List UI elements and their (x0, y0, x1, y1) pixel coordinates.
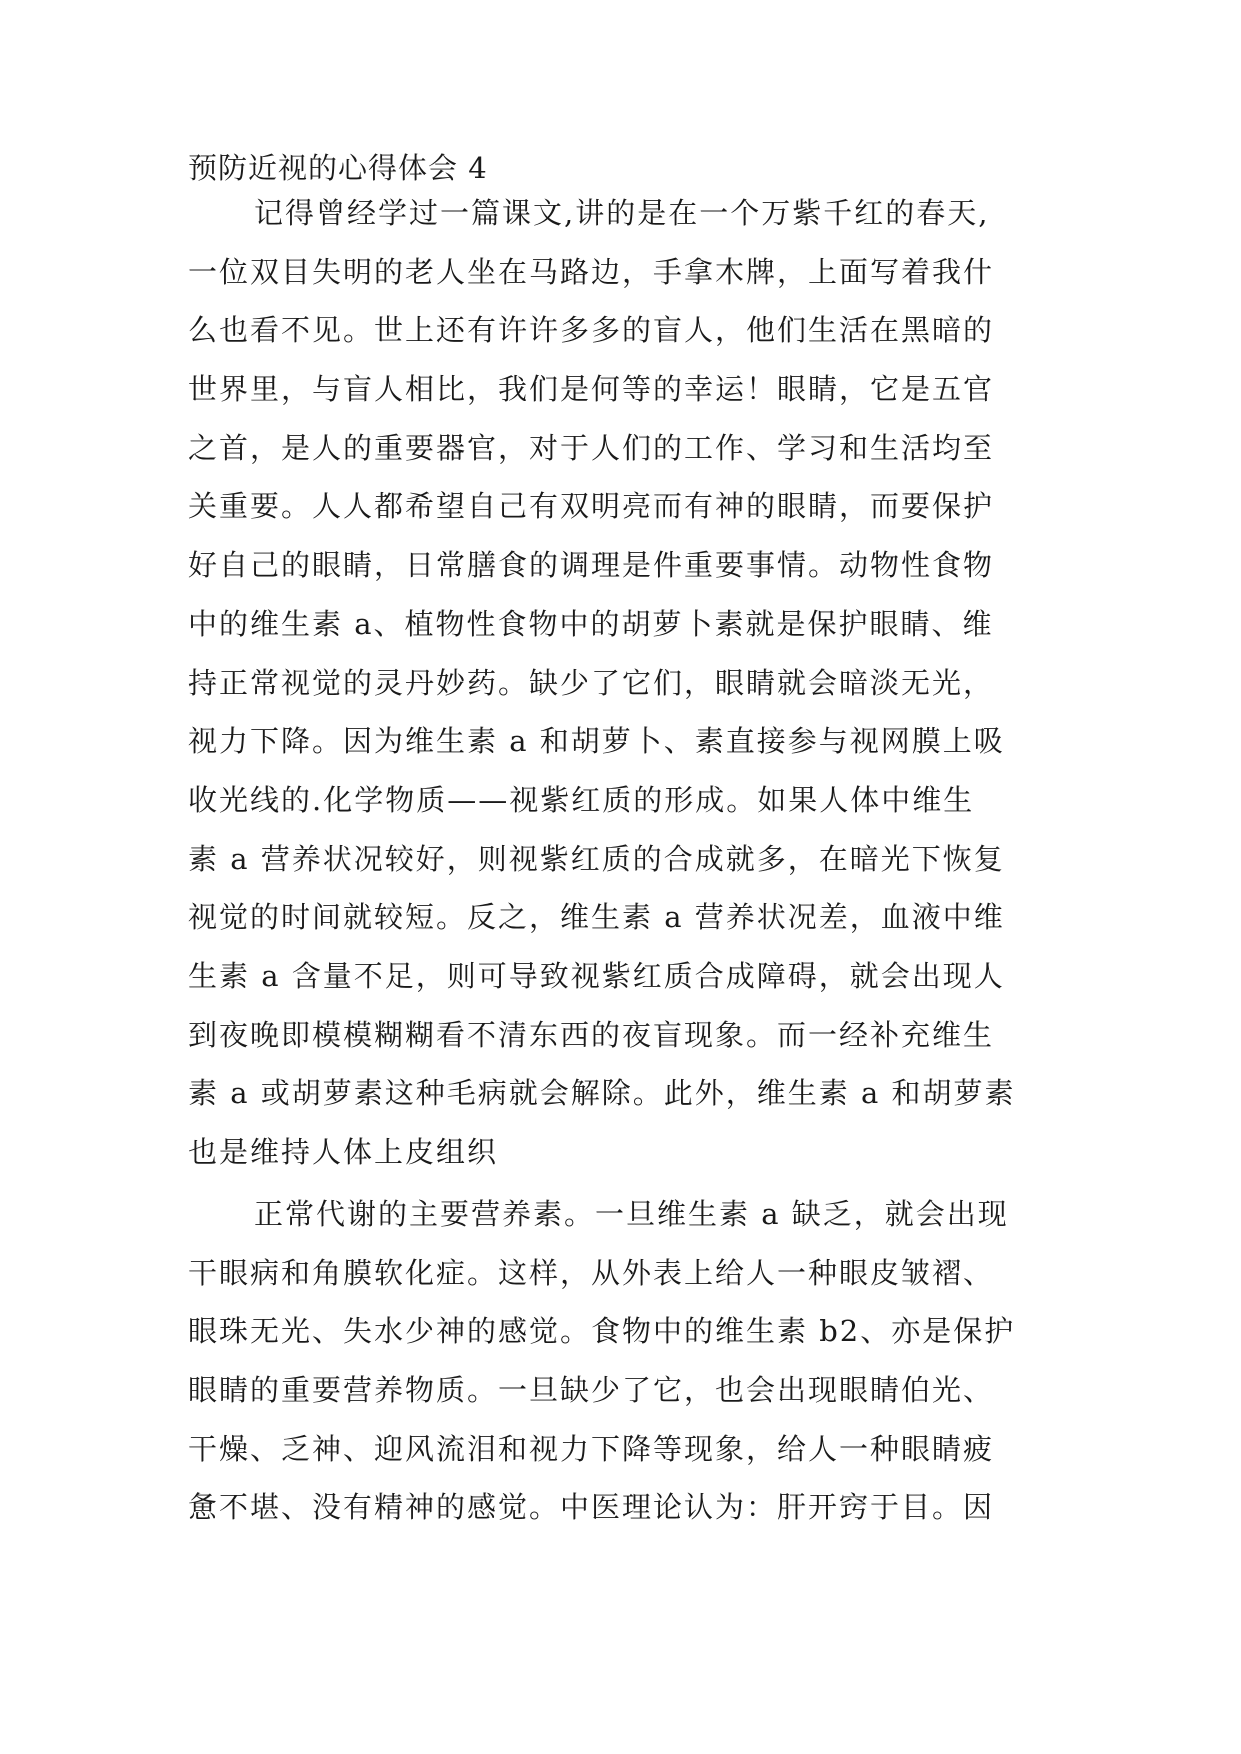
text-line: 眼睛的重要营养物质。一旦缺少了它，也会出现眼睛伯光、 (188, 1373, 995, 1408)
text-line: 也是维持人体上皮组织 (188, 1135, 499, 1169)
text-line: 记得曾经学过一篇课文,讲的是在一个万紫千红的春天, (254, 196, 990, 230)
text-line: 持正常视觉的灵丹妙药。缺少了它们，眼睛就会暗淡无光， (188, 665, 995, 700)
text-line: 生素 a 含量不足，则可导致视紫红质合成障碍，就会出现人 (188, 958, 1005, 993)
text-line: 素 a 或胡萝素这种毛病就会解除。此外，维生素 a 和胡萝素 (188, 1076, 1016, 1111)
text-line: 一位双目失明的老人坐在马路边，手拿木牌，上面写着我什 (188, 254, 995, 289)
text-line: 素 a 营养状况较好，则视紫红质的合成就多，在暗光下恢复 (188, 841, 1005, 876)
text-line: 眼珠无光、失水少神的感觉。食物中的维生素 b2、亦是保护 (188, 1314, 1016, 1349)
text-line: 视力下降。因为维生素 a 和胡萝卜、素直接参与视网膜上吸 (188, 724, 1005, 759)
text-line: 关重要。人人都希望自己有双明亮而有神的眼睛，而要保护 (188, 489, 995, 524)
text-line: 正常代谢的主要营养素。一旦维生素 a 缺乏，就会出现 (254, 1197, 1009, 1231)
text-line: 世界里，与盲人相比，我们是何等的幸运！眼睛，它是五官 (188, 372, 995, 407)
text-line: 好自己的眼睛，日常膳食的调理是件重要事情。动物性食物 (188, 548, 995, 583)
text-line: 惫不堪、没有精神的感觉。中医理论认为：肝开窍于目。因 (188, 1490, 995, 1525)
text-line: 收光线的.化学物质——视紫红质的形成。如果人体中维生 (188, 782, 975, 817)
text-line: 视觉的时间就较短。反之，维生素 a 营养状况差，血液中维 (188, 900, 1005, 935)
text-line: 之首，是人的重要器官，对于人们的工作、学习和生活均至 (188, 430, 995, 465)
document-title: 预防近视的心得体会 4 (188, 151, 488, 185)
text-line: 么也看不见。世上还有许许多多的盲人，他们生活在黑暗的 (188, 313, 995, 348)
text-line: 干燥、乏神、迎风流泪和视力下降等现象，给人一种眼睛疲 (188, 1431, 995, 1466)
paragraph-1 (188, 184, 1088, 1182)
text-line: 干眼病和角膜软化症。这样，从外表上给人一种眼皮皱褶、 (188, 1255, 995, 1290)
paragraph-2 (188, 1185, 1088, 1537)
text-line: 中的维生素 a、植物性食物中的胡萝卜素就是保护眼睛、维 (188, 606, 994, 641)
text-line: 到夜晚即模模糊糊看不清东西的夜盲现象。而一经补充维生 (188, 1017, 995, 1052)
